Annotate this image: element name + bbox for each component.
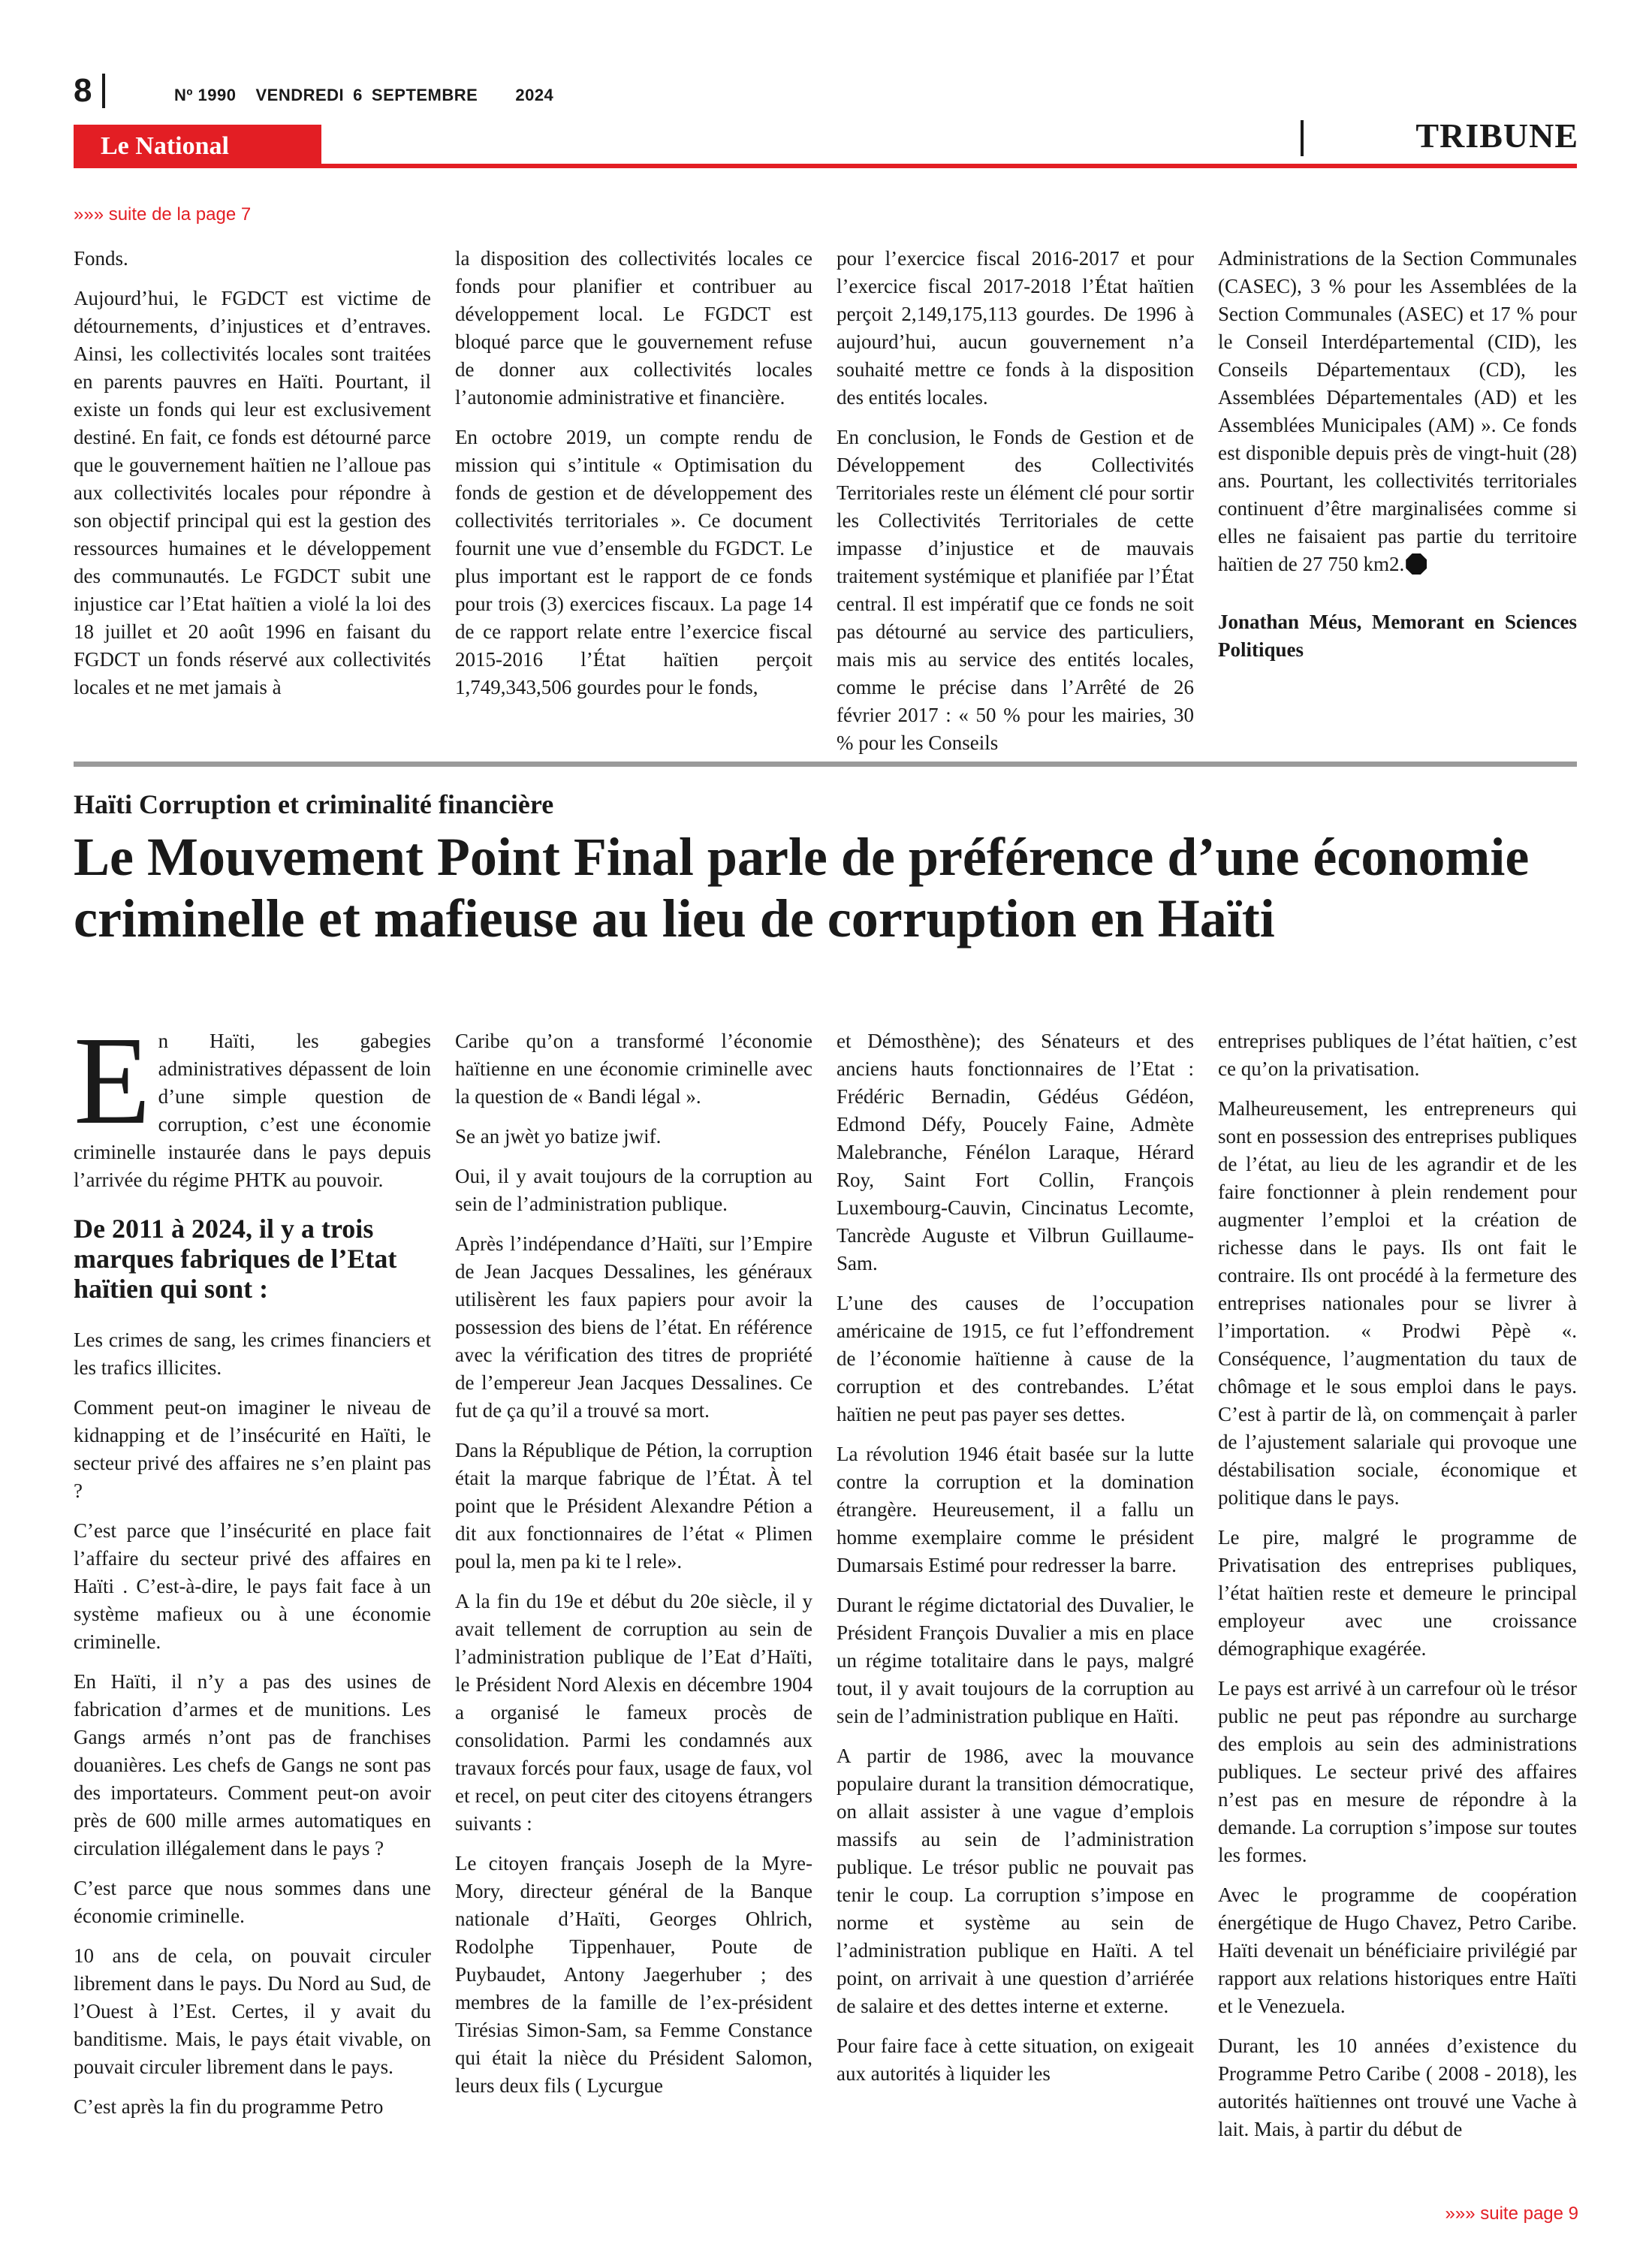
issue-number: Nº 1990 (174, 86, 237, 104)
paragraph-text: Administrations de la Section Communales (CASEC), 3 % pour les Assemblées de la Section Communales (ASEC) et 17 % pour le Conseil Interdépartemental (CID), les Conseils Départementaux (CD), les Assemblées Départementales (AD) et les Assemblées Municipales (AM) ». Ce fonds est disponible depuis près de vingt-huit (28) ans. Pourtant, les collectivités territoriales continuent d’être marginalisées comme si elles ne faisaient pas partie du territoire haïtien de 27 750 km2. (1218, 247, 1577, 575)
header-red-rule (74, 164, 1577, 168)
end-of-article-icon (1406, 553, 1427, 575)
paragraph: Pour faire face à cette situation, on exigeait aux autorités à liquider les (837, 2034, 1194, 2085)
article-kicker: Haïti Corruption et criminalité financière (74, 789, 554, 819)
paragraph: entreprises publiques de l’état haïtien, c’est ce qu’on la privatisation. (1218, 1030, 1577, 1080)
article-divider (74, 762, 1577, 767)
paragraph: Se an jwèt yo batize jwif. (455, 1125, 662, 1148)
drop-cap: E (74, 1011, 151, 1151)
paragraph: Dans la République de Pétion, la corruption était la marque fabrique de l’État. À tel point que le Président Alexandre Pétion a dit aux fonctionnaires de l’état « Plimen poul la, men pa ki te l rele». (455, 1439, 812, 1573)
paragraph: Oui, il y avait toujours de la corruption au sein de l’administration publique. (455, 1165, 812, 1215)
paragraph: En Haïti, il n’y a pas des usines de fabrication d’armes et de munitions. Les Gangs armés n’ont pas de franchises douanières. Les chefs de Gangs ne sont pas des importateurs. Comment peut-on avoir près de 600 mille armes automatiques en circulation illégalement dans le pays ? (74, 1670, 431, 1859)
author-byline: Jonathan Méus, Memorant en Sciences Politiques (1218, 611, 1577, 661)
paragraph: Comment peut-on imaginer le niveau de kidnapping et de l’insécurité en Haïti, le secteur privé des affaires ne s’en plaint pas ? (74, 1396, 431, 1502)
paragraph: En conclusion, le Fonds de Gestion et de Développement des Collectivités Territoriales reste un élément clé pour sortir les Collectivités Territoriales de cette impasse d’injustice et de mauvais traitement systémique et planifiée par l’État central. Il est impératif que ce fonds ne soit pas détourné au service des particuliers, mais mis au service des entités locales, comme le précise dans l’Arrêté de 26 février 2017 : « 50 % pour les mairies, 30 % pour les Conseils (837, 426, 1194, 754)
top-article-column-4 (1218, 245, 1577, 676)
paragraph: pour l’exercice fiscal 2016-2017 et pour l’exercice fiscal 2017-2018 l’État haïtien perçoit 2,149,175,113 gourdes. De 1996 à aujourd’hui, aucun gouvernement n’a souhaité mettre ce fonds à la disposition des entités locales. (837, 247, 1194, 409)
paragraph: Aujourd’hui, le FGDCT est victime de détournements, d’injustices et d’entraves. Ainsi, les collectivités locales sont traitées en parents pauvres en Haïti. Pourtant, il existe un fonds qui leur est exclusivement destiné. En fait, ce fonds est détourné parce que le gouvernement haïtien ne l’alloue pas aux collectivités locales pour répondre à son objectif principal qui est la gestion des ressources humaines et le développement des communautés. Le FGDCT subit une injustice car l’Etat haïtien a violé la loi des 18 juillet et 20 août 1996 en faisant du FGDCT un fonds réservé aux collectivités locales et ne met jamais à (74, 287, 431, 698)
issue-weekday: VENDREDI (255, 86, 345, 104)
paragraph: la disposition des collectivités locales ce fonds pour planifier et contribuer au développement local. Le FGDCT est bloqué parce que le gouvernement refuse de donner aux collectivités locales l’autonomie administrative et financière. (455, 247, 812, 409)
lead-text: n Haïti, les gabegies administratives dépassent de loin d’une simple question de corruption, c’est une économie criminelle instaurée dans le pays depuis l’arrivée du régime PHTK au pouvoir. (74, 1030, 431, 1191)
continued-to-link[interactable]: »»» suite page 9 (1445, 2203, 1578, 2224)
main-article-column-3 (837, 1027, 1194, 2100)
paragraph: Caribe qu’on a transformé l’économie haïtienne en une économie criminelle avec la question de « Bandi légal ». (455, 1030, 812, 1108)
issue-month: SEPTEMBRE (371, 86, 478, 104)
top-article-column-3 (837, 245, 1194, 769)
section-divider (1301, 120, 1304, 156)
paragraph: Avec le programme de coopération énergétique de Hugo Chavez, Petro Caribe. Haïti devenait un bénéficiaire privilégié par rapport aux relations historiques entre Haïti et le Venezuela. (1218, 1884, 1577, 2017)
main-article-column-2 (455, 1027, 812, 2112)
paragraph: Fonds. (74, 247, 128, 270)
issue-info (174, 86, 573, 105)
paragraph: et Démosthène); des Sénateurs et des anciens hauts fonctionnaires de l’Etat : Frédéric Bernadin, Gédéus Gédéon, Edmond Défy, Poucely Faine, Admète Malebranche, Fénélon Laraque, Hérard Roy, Saint Fort Collin, François Luxembourg-Cauvin, Cincinatus Lecomte, Tancrède Auguste et Vilbrun Guillaume-Sam. (837, 1030, 1194, 1274)
paragraph: Le pire, malgré le programme de Privatisation des entreprises publiques, l’état haïtien reste et demeure le principal employeur avec une croissance démographique exagérée. (1218, 1526, 1577, 1660)
paragraph: C’est parce que l’insécurité en place fait l’affaire du secteur privé des affaires en Haïti . C’est-à-dire, le pays fait face à un système mafieux ou à une économie criminelle. (74, 1519, 431, 1653)
paragraph: Malheureusement, les entrepreneurs qui sont en possession des entreprises publiques de l’état, au lieu de les agrandir et de les faire fonctionner à plein rendement pour augmenter l’emploi et la création de richesse dans le pays. Ils ont fait le contraire. Ils ont procédé à la fermeture des entreprises nationales pour se livrer à l’importation. « Prodwi Pèpè «. Conséquence, l’augmentation du taux de chômage et le sous emploi dans le pays. C’est à partir de là, on commençait à parler de l’ajustement salariale qui provoque une déstabilisation sociale, économique et politique dans le pays. (1218, 1097, 1577, 1509)
paragraph: A partir de 1986, avec la mouvance populaire durant la transition démocratique, on allait assister à une vague d’emplois massifs au sein de l’administration publique. Le trésor public ne pouvait pas tenir le coup. La corruption s’impose en norme et système au sein de l’administration publique en Haïti. A tel point, on arrivait à une question d’arriérée de salaire et des dettes interne et externe. (837, 1745, 1194, 2017)
section-label: TRIBUNE (1415, 116, 1578, 155)
paragraph: Après l’indépendance d’Haïti, sur l’Empire de Jean Jacques Dessalines, les généraux utilisèrent les faux papiers pour avoir la possession des biens de l’état. En référence avec la vérification des titres de propriété de l’empereur Jean Jacques Dessalines. Ce fut de ça qu’il a trouvé sa mort. (455, 1232, 812, 1422)
paragraph: Le pays est arrivé à un carrefour où le trésor public ne peut pas répondre au surcharge des emplois au sein des administrations publiques. Le secteur privé des affaires n’est pas en mesure de répondre à la demande. La corruption s’impose sur toutes les formes. (1218, 1677, 1577, 1866)
article-subhead: De 2011 à 2024, il y a trois marques fabriques de l’Etat haïtien qui sont : (74, 1214, 397, 1304)
paragraph: L’une des causes de l’occupation américaine de 1915, ce fut l’effondrement de l’économie haïtienne à cause de la corruption et des contrebandes. L’état haïtien ne peut pas payer ses dettes. (837, 1292, 1194, 1425)
paragraph (1218, 245, 1577, 578)
lead-paragraph (74, 1011, 431, 1194)
issue-year: 2024 (515, 86, 554, 104)
top-article-column-1 (74, 245, 431, 713)
issue-day: 6 (353, 86, 363, 104)
paragraph: C’est après la fin du programme Petro (74, 2095, 384, 2118)
main-article-column-4 (1218, 1027, 1577, 2155)
brand-logo: Le National (101, 132, 229, 160)
paragraph: Durant, les 10 années d’existence du Programme Petro Caribe ( 2008 - 2018), les autorités haïtiennes ont trouvé une Vache à lait. Mais, à partir du début de (1218, 2034, 1577, 2140)
paragraph: La révolution 1946 était basée sur la lutte contre la corruption et la domination étrangère. Heureusement, il a fallu un homme exemplaire comme le président Dumarsais Estimé pour redresser la barre. (837, 1443, 1194, 1576)
page-number: 8 (74, 72, 92, 109)
paragraph: En octobre 2019, un compte rendu de mission qui s’intitule « Optimisation du fonds de gestion et de développement des collectivités territoriales ». Ce document fournit une vue d’ensemble du FGDCT. Le plus important est le rapport de ce fonds pour trois (3) exercices fiscaux. La page 14 de ce rapport relate entre l’exercice fiscal 2015-2016 l’État haïtien perçoit 1,749,343,506 gourdes pour le fonds, (455, 426, 812, 698)
paragraph: Le citoyen français Joseph de la Myre-Mory, directeur général de la Banque nationale d’Haïti, Georges Ohlrich, Rodolphe Tippenhauer, Poute de Puybaudet, Antony Jaegerhuber ; des membres de la famille de l’ex-président Tirésias Simon-Sam, sa Femme Constance qui était la nièce du Président Salomon, leurs deux fils ( Lycurgue (455, 1852, 812, 2097)
paragraph: Durant le régime dictatorial des Duvalier, le Président François Duvalier a mis en place un régime totalitaire dans le pays, malgré tout, il y avait toujours de la corruption au sein de l’administration publique en Haïti. (837, 1594, 1194, 1727)
article-headline: Le Mouvement Point Final parle de préférence d’une économie criminelle et mafieuse au lieu de corruption en Haïti (74, 827, 1530, 949)
paragraph: A la fin du 19e et début du 20e siècle, il y avait tellement de corruption au sein de l’administration publique de l’Eat d’Haïti, le Président Nord Alexis en décembre 1904 a organisé le fameux procès de consolidation. Parmi les condamnés aux travaux forcés pour faux, usage de faux, vol et recel, on peut citer des citoyens étrangers suivants : (455, 1590, 812, 1835)
paragraph: Les crimes de sang, les crimes financiers et les trafics illicites. (74, 1329, 431, 1379)
page-number-divider (102, 74, 105, 108)
main-article-column-1 (74, 1011, 431, 2133)
paragraph: 10 ans de cela, on pouvait circuler librement dans le pays. Du Nord au Sud, de l’Ouest à l’Est. Certes, il y avait du banditisme. Mais, le pays était vivable, on pouvait circuler librement dans le pays. (74, 1944, 431, 2078)
continued-from-link[interactable]: »»» suite de la page 7 (74, 204, 252, 225)
top-article-column-2 (455, 245, 812, 713)
paragraph: C’est parce que nous sommes dans une économie criminelle. (74, 1877, 431, 1927)
